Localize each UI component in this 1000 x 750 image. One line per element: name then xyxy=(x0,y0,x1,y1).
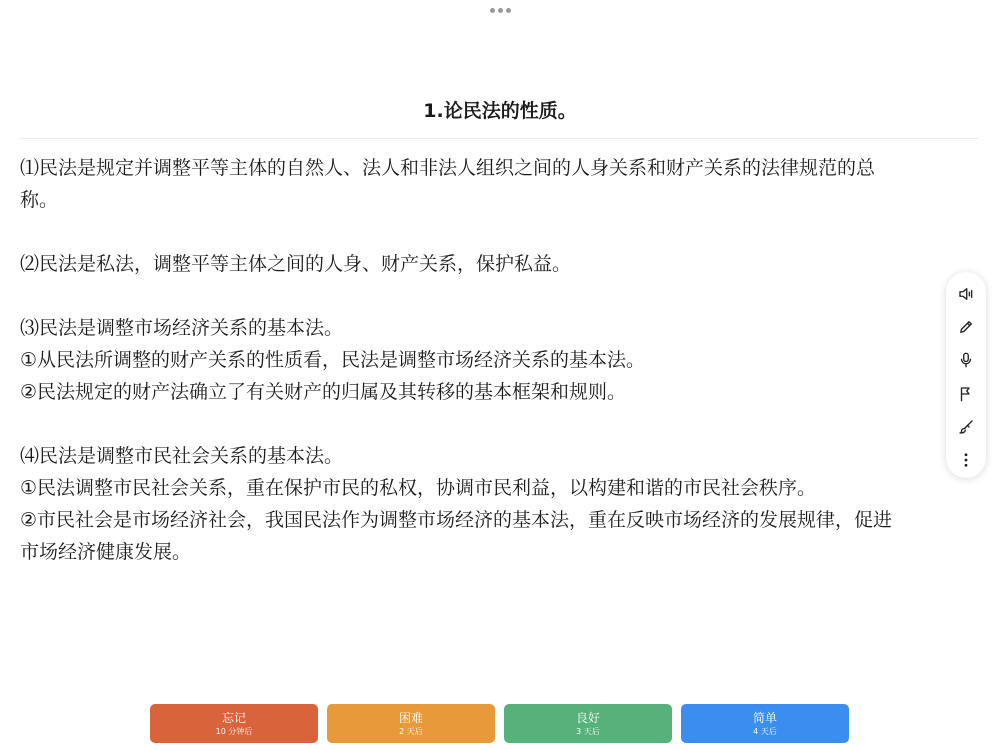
good-button[interactable] xyxy=(504,704,672,743)
paragraph-3 xyxy=(20,312,950,408)
speaker-icon[interactable] xyxy=(950,278,982,309)
text-line: ⑵民法是私法，调整平等主体之间的人身、财产关系，保护私益。 xyxy=(20,253,572,275)
text-line: ①民法调整市民社会关系，重在保护市民的私权，协调市民利益，以构建和谐的市民社会秩序。 xyxy=(20,477,817,499)
card-title: 1.论民法的性质。 xyxy=(423,100,577,122)
drag-handle[interactable] xyxy=(490,8,511,13)
side-toolbar xyxy=(946,272,986,478)
text-line: ⑴民法是规定并调整平等主体的自然人、法人和非法人组织之间的人身关系和财产关系的法律规范的总 xyxy=(20,157,876,179)
good-label: 良好 xyxy=(575,710,600,725)
text-line: ⑶民法是调整市场经济关系的基本法。 xyxy=(20,317,344,339)
drag-dot xyxy=(498,8,503,13)
rating-bar xyxy=(0,700,1000,750)
paragraph-2 xyxy=(20,248,950,280)
forget-interval: 10 分钟后 xyxy=(215,726,253,736)
hard-button[interactable] xyxy=(327,704,495,743)
flag-icon[interactable] xyxy=(950,378,982,409)
text-line: ①从民法所调整的财产关系的性质看，民法是调整市场经济关系的基本法。 xyxy=(20,349,646,371)
easy-interval: 4 天后 xyxy=(753,726,777,736)
microphone-icon[interactable] xyxy=(950,345,982,376)
paragraph-1 xyxy=(20,152,950,216)
hard-interval: 2 天后 xyxy=(399,726,423,736)
forget-button[interactable] xyxy=(150,704,318,743)
more-icon[interactable] xyxy=(950,445,982,476)
card-content xyxy=(20,152,950,600)
text-line: ⑷民法是调整市民社会关系的基本法。 xyxy=(20,445,344,467)
easy-button[interactable] xyxy=(681,704,849,743)
text-line: ②民法规定的财产法确立了有关财产的归属及其转移的基本框架和规则。 xyxy=(20,381,627,403)
text-line: ②市民社会是市场经济社会，我国民法作为调整市场经济的基本法，重在反映市场经济的发展规律，促进 xyxy=(20,509,893,531)
title-divider xyxy=(20,138,978,139)
forget-label: 忘记 xyxy=(221,710,246,725)
text-line: 称。 xyxy=(20,189,59,211)
hard-label: 困难 xyxy=(398,710,423,725)
brush-icon[interactable] xyxy=(950,411,982,442)
easy-label: 简单 xyxy=(752,710,777,725)
good-interval: 3 天后 xyxy=(576,726,600,736)
drag-dot xyxy=(490,8,495,13)
text-line: 市场经济健康发展。 xyxy=(20,541,192,563)
drag-dot xyxy=(506,8,511,13)
paragraph-4 xyxy=(20,440,950,568)
pencil-icon[interactable] xyxy=(950,311,982,342)
